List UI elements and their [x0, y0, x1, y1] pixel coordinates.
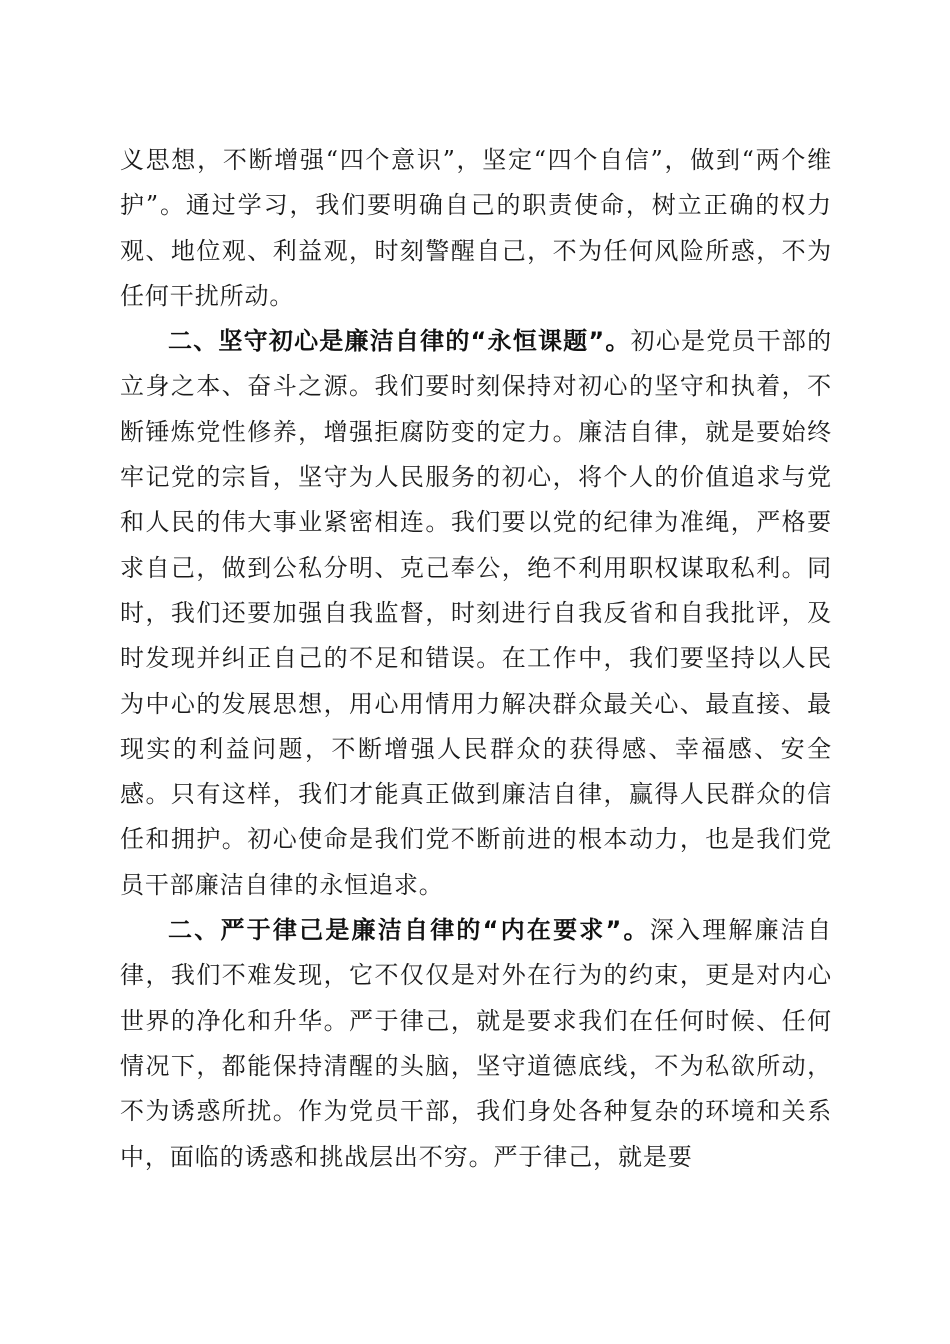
- document-body: [120, 138, 832, 1180]
- section-heading: 二、坚守初心是廉洁自律的“永恒课题”。: [168, 327, 631, 356]
- paragraph-continuation: [120, 138, 832, 319]
- paragraph-text: 义思想，不断增强“四个意识”，坚定“四个自信”，做到“两个维护”。通过学习，我们要明确自己的职责使命，树立正确的权力观、地位观、利益观，时刻警醒自己，不为任何风险所惑，不为任何干扰所动。: [120, 146, 832, 310]
- paragraph-section-initial-heart: [120, 319, 832, 908]
- paragraph-text: 初心是党员干部的立身之本、奋斗之源。我们要时刻保持对初心的坚守和执着，不断锤炼党性修养，增强拒腐防变的定力。廉洁自律，就是要始终牢记党的宗旨，坚守为人民服务的初心，将个人的价值追求与党和人民的伟大事业紧密相连。我们要以党的纪律为准绳，严格要求自己，做到公私分明、克己奉公，绝不利用职权谋取私利。同时，我们还要加强自我监督，时刻进行自我反省和自我批评，及时发现并纠正自己的不足和错误。在工作中，我们要坚持以人民为中心的发展思想，用心用情用力解决群众最关心、最直接、最现实的利益问题，不断增强人民群众的获得感、幸福感、安全感。只有这样，我们才能真正做到廉洁自律，赢得人民群众的信任和拥护。初心使命是我们党不断前进的根本动力，也是我们党员干部廉洁自律的永恒追求。: [120, 327, 833, 899]
- paragraph-text: 深入理解廉洁自律，我们不难发现，它不仅仅是对外在行为的约束，更是对内心世界的净化和升华。严于律己，就是要求我们在任何时候、任何情况下，都能保持清醒的头脑，坚守道德底线，不为私欲所动，不为诱惑所扰。作为党员干部，我们身处各种复杂的环境和关系中，面临的诱惑和挑战层出不穷。严于律己，就是要: [120, 916, 832, 1171]
- paragraph-section-self-discipline: [120, 908, 832, 1180]
- section-heading: 二、严于律己是廉洁自律的“内在要求”。: [168, 916, 650, 945]
